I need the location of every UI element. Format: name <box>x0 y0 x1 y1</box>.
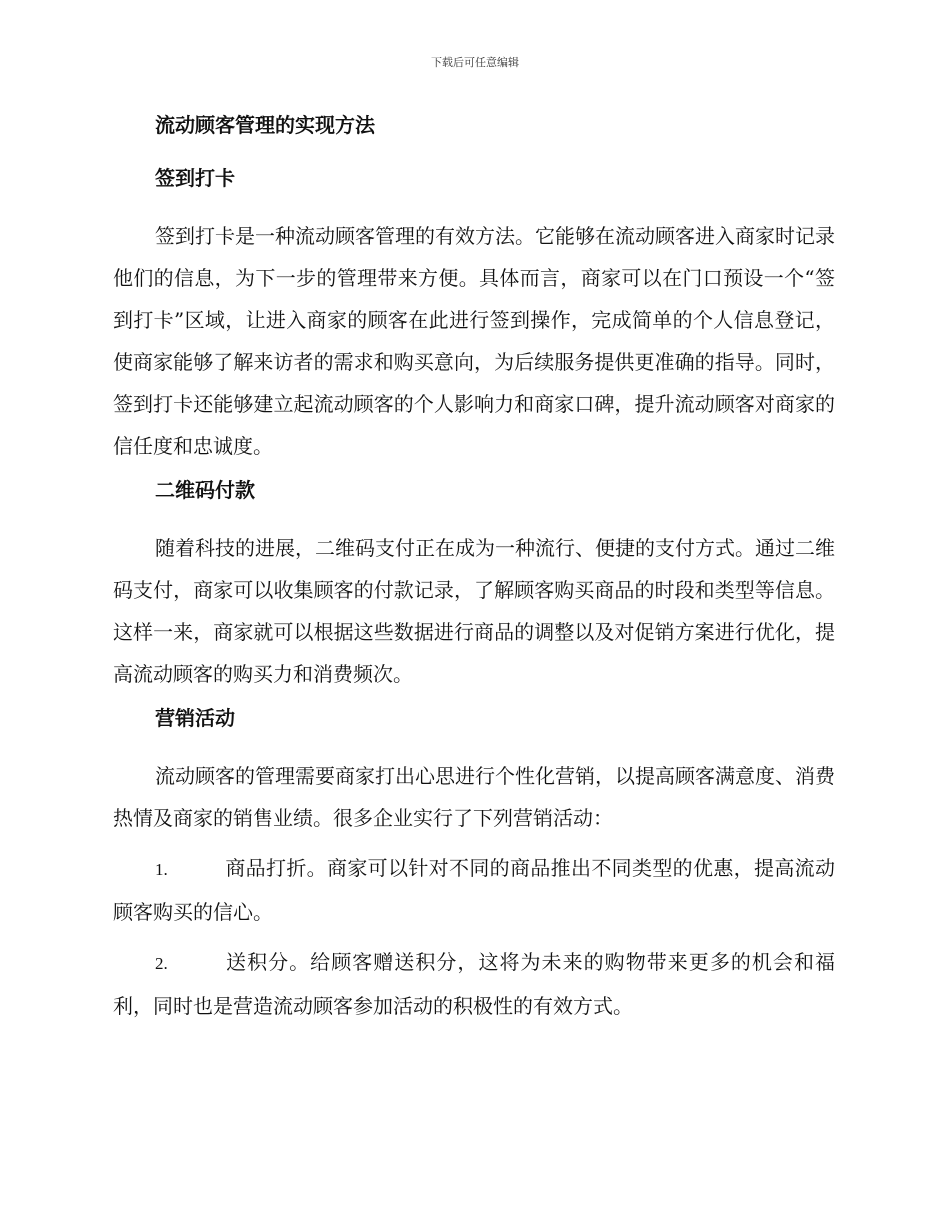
list-item-text: 商品打折。商家可以针对不同的商品推出不同类型的优惠，提高流动顾客购买的信心。 <box>113 856 835 924</box>
list-item <box>113 847 835 933</box>
section-heading-check-in: 签到打卡 <box>155 166 235 190</box>
section-heading-qr-payment: 二维码付款 <box>155 478 255 502</box>
section-heading-marketing: 营销活动 <box>155 706 235 730</box>
header-note: 下载后可任意编辑 <box>431 56 519 69</box>
section-paragraph-marketing: 流动顾客的管理需要商家打出心思进行个性化营销，以提高顾客满意度、消费热情及商家的销售业绩。很多企业实行了下列营销活动： <box>113 764 835 830</box>
document-body <box>113 110 835 1035</box>
list-item-text: 送积分。给顾客赠送积分，这将为未来的购物带来更多的机会和福利，同时也是营造流动顾客参加活动的积极性的有效方式。 <box>113 950 835 1018</box>
list-item-number: 1. <box>155 860 168 879</box>
section-paragraph-qr-payment: 随着科技的进展，二维码支付正在成为一种流行、便捷的支付方式。通过二维码支付，商家可以收集顾客的付款记录，了解顾客购买商品的时段和类型等信息。这样一来，商家就可以根据这些数据进行商品的调整以及对促销方案进行优化，提高流动顾客的购买力和消费频次。 <box>113 536 835 686</box>
document-title: 流动顾客管理的实现方法 <box>155 113 375 137</box>
section-paragraph-check-in: 签到打卡是一种流动顾客管理的有效方法。它能够在流动顾客进入商家时记录他们的信息，为下一步的管理带来方便。具体而言，商家可以在门口预设一个“签到打卡”区域，让进入商家的顾客在此进行签到操作，完成简单的个人信息登记，使商家能够了解来访者的需求和购买意向，为后续服务提供更准确的指导。同时，签到打卡还能够建立起流动顾客的个人影响力和商家口碑，提升流动顾客对商家的信任度和忠诚度。 <box>113 224 835 458</box>
list-item <box>113 941 835 1027</box>
list-item-number: 2. <box>155 954 168 973</box>
